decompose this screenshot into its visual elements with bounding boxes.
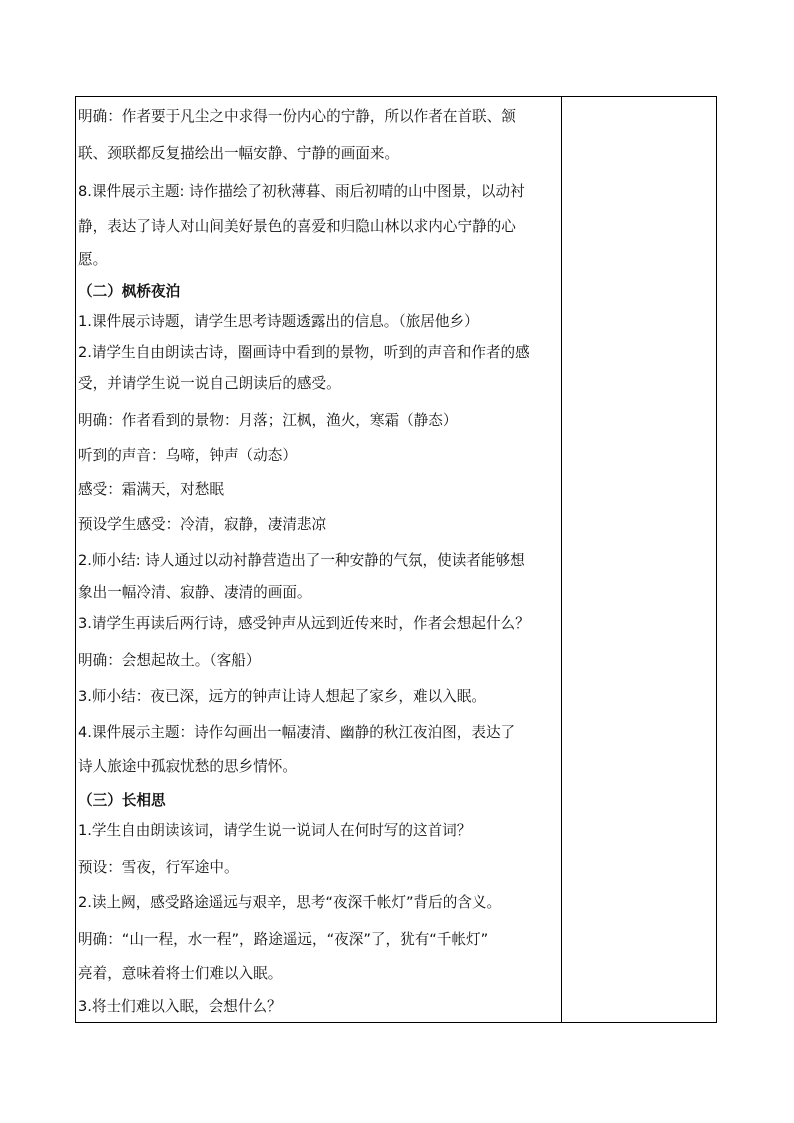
text-line: 2.读上阙，感受路途遥远与艰辛，思考“夜深千帐灯”背后的含义。	[78, 894, 502, 911]
text-line: 1.课件展示诗题，请学生思考诗题透露出的信息。（旅居他乡）	[78, 313, 479, 330]
text-line: 感受：霜满天，对愁眠	[78, 481, 224, 498]
text-line: 明确：“山一程，水一程”，路途遥远，“夜深”了，犹有“千帐灯”	[78, 931, 489, 948]
text-line: 4.课件展示主题：诗作勾画出一幅凄清、幽静的秋江夜泊图，表达了	[78, 724, 516, 741]
text-line: 预设学生感受：冷清，寂静，凄清悲凉	[78, 516, 327, 533]
text-line: 诗人旅途中孤寂忧愁的思乡情怀。	[78, 758, 297, 775]
text-line: 2.师小结: 诗人通过以动衬静营造出了一种安静的气氛，使读者能够想	[78, 552, 525, 569]
text-line: 明确：作者要于凡尘之中求得一份内心的宁静，所以作者在首联、颔	[78, 108, 516, 125]
text-line: 受，并请学生说一说自己朗读后的感受。	[78, 375, 341, 392]
text-line: 静，表达了诗人对山间美好景色的喜爱和归隐山林以求内心宁静的心	[78, 218, 516, 235]
text-line: 3.请学生再读后两行诗，感受钟声从远到近传来时，作者会想起什么？	[78, 615, 530, 632]
text-line: 明确：作者看到的景物：月落；江枫，渔火，寒霜（静态）	[78, 412, 458, 429]
text-line: 1.学生自由朗读该词，请学生说一说词人在何时写的这首词？	[78, 822, 472, 839]
lesson-content-cell	[76, 97, 561, 1022]
text-line: 愿。	[78, 251, 108, 268]
section-heading-fengqiao: （二）枫桥夜泊	[78, 283, 181, 300]
notes-cell	[562, 97, 716, 1022]
text-line: 亮着，意味着将士们难以入眠。	[78, 965, 283, 982]
text-line: 象出一幅冷清、寂静、凄清的画面。	[78, 584, 312, 601]
text-line: 8.课件展示主题: 诗作描绘了初秋薄暮、雨后初晴的山中图景，以动衬	[78, 183, 525, 200]
text-line: 明确：会想起故土。（客船）	[78, 652, 261, 669]
text-line: 听到的声音：乌啼，钟声（动态）	[78, 447, 297, 464]
text-line: 3.师小结：夜已深，远方的钟声让诗人想起了家乡，难以入眠。	[78, 688, 486, 705]
section-heading-changxiangsi: （三）长相思	[78, 792, 166, 809]
text-line: 3.将士们难以入眠，会想什么？	[78, 998, 282, 1015]
text-line: 2.请学生自由朗读古诗，圈画诗中看到的景物，听到的声音和作者的感	[78, 344, 530, 361]
text-line: 联、颈联都反复描绘出一幅安静、宁静的画面来。	[78, 145, 400, 162]
lesson-table	[75, 96, 717, 1023]
text-line: 预设：雪夜，行军途中。	[78, 859, 239, 876]
